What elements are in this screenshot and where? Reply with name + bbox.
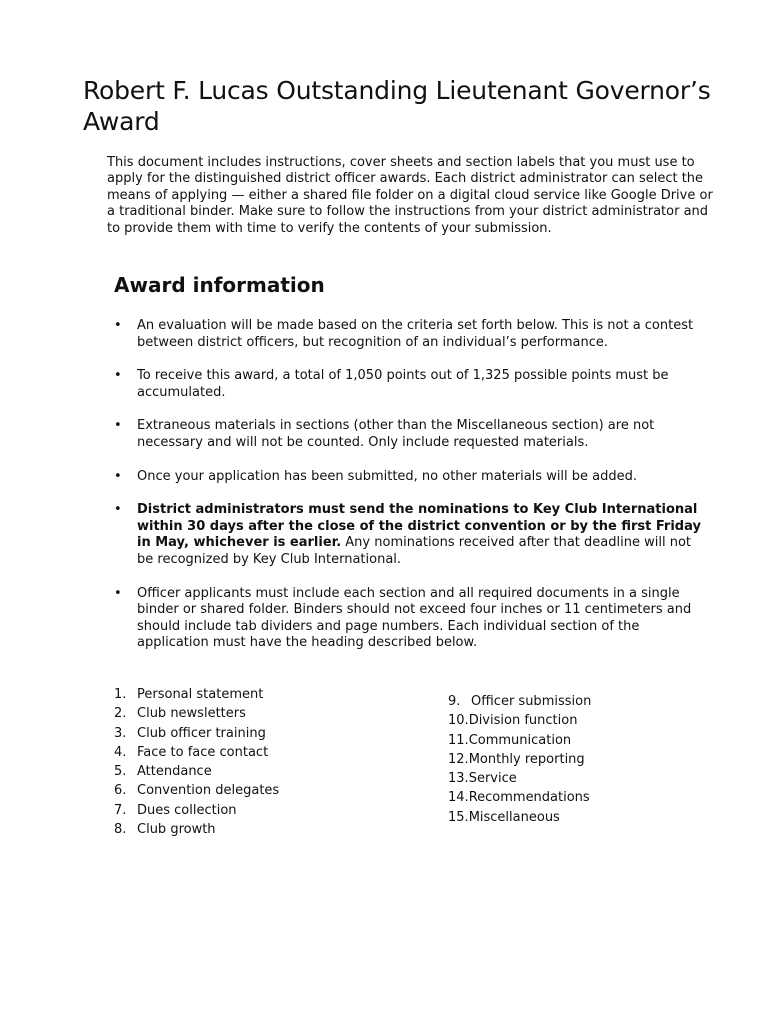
section-number: 9.: [448, 694, 461, 709]
list-item: [114, 502, 704, 568]
section-label: Attendance: [137, 764, 212, 780]
bullet-icon: •: [114, 368, 122, 384]
section-list-item: [114, 801, 414, 820]
section-list-item: [114, 724, 414, 743]
section-number: 10.: [448, 713, 469, 729]
bullet-text: Extraneous materials in sections (other than the Miscellaneous section) are not necessary and will not be counted. Only include requested materials.: [137, 418, 655, 450]
section-number: 13.: [448, 771, 469, 787]
section-list-item: [448, 731, 728, 750]
list-item: [114, 368, 704, 401]
section-label: Monthly reporting: [468, 751, 585, 767]
section-number: 7.: [114, 802, 127, 818]
section-label: Club newsletters: [137, 706, 246, 722]
bullet-icon: •: [114, 318, 122, 333]
section-number: 2.: [114, 706, 127, 722]
section-number: 15.: [448, 809, 469, 825]
section-list-item: [114, 820, 414, 839]
section-label: Miscellaneous: [468, 809, 560, 825]
section-list-left: [114, 685, 414, 839]
award-information-heading: Award information: [114, 273, 325, 297]
bullet-icon: •: [114, 502, 122, 518]
bullet-icon: •: [114, 468, 122, 484]
section-number: 5.: [114, 764, 127, 780]
list-item: [114, 586, 704, 652]
bullet-text: To receive this award, a total of 1,050 points out of 1,325 possible points must be accumulated.: [137, 368, 669, 400]
section-list-item: [114, 781, 414, 800]
section-number: 12.: [448, 751, 469, 767]
section-label: Officer submission: [471, 694, 592, 709]
section-label: Convention delegates: [137, 783, 280, 799]
section-label: Service: [468, 771, 517, 787]
section-number: 3.: [114, 725, 127, 741]
section-label: Dues collection: [137, 802, 237, 818]
bullet-text: An evaluation will be made based on the criteria set forth below. This is not a contest between district officers, but recognition of an individual’s performance.: [137, 318, 694, 350]
section-list-item: [448, 788, 728, 807]
section-label: Communication: [468, 732, 572, 748]
section-number: 6.: [114, 783, 127, 799]
section-label: Personal statement: [137, 687, 264, 702]
bullet-icon: •: [114, 418, 122, 434]
section-list-right: [448, 692, 728, 827]
award-information-list: [114, 318, 704, 652]
section-list-item: [114, 685, 414, 704]
section-number: 4.: [114, 744, 127, 760]
section-label: Recommendations: [468, 790, 590, 806]
section-number: 11.: [448, 732, 469, 748]
bullet-text: Officer applicants must include each section and all required documents in a single binder or shared folder. Binders should not exceed four inches or 11 centimeters and should include tab dividers and page numbers. Each individual section of the application must have the heading described below.: [137, 585, 692, 651]
bullet-icon: •: [114, 585, 122, 601]
section-list-item: [114, 762, 414, 781]
section-label: Division function: [468, 713, 578, 729]
section-list-item: [448, 711, 728, 730]
bullet-text: Once your application has been submitted, no other materials will be added.: [137, 468, 638, 484]
section-list-item: [114, 743, 414, 762]
section-number: 1.: [114, 687, 127, 702]
section-list-item: [114, 704, 414, 723]
intro-paragraph: This document includes instructions, cover sheets and section labels that you must use to apply for the distinguished district officer awards. Each district administrator can select the means of applying — either a shared file folder on a digital cloud service like Google Drive or a traditional binder. Make sure to follow the instructions from your district administrator and to provide them with time to verify the contents of your submission.: [107, 155, 713, 236]
section-list-item: [448, 692, 728, 711]
section-label: Face to face contact: [137, 744, 269, 760]
section-list-item: [448, 769, 728, 788]
deadline-bold-text: District administrators must send the nominations to Key Club International within 30 days after the close of the district convention or by the first Friday in May, whichever is earlier.: [137, 502, 701, 551]
section-number: 8.: [114, 822, 127, 838]
list-item: [114, 418, 704, 451]
document-title: Robert F. Lucas Outstanding Lieutenant Governor’s Award: [83, 76, 711, 136]
section-list-item: [448, 808, 728, 827]
list-item: [114, 469, 704, 486]
section-number: 14.: [448, 790, 469, 806]
list-item: [114, 318, 704, 351]
section-label: Club officer training: [137, 725, 266, 741]
section-list-item: [448, 750, 728, 769]
section-label: Club growth: [137, 822, 216, 838]
bullet-text: Any nominations received after that deadline will not be recognized by Key Club International.: [137, 535, 691, 567]
